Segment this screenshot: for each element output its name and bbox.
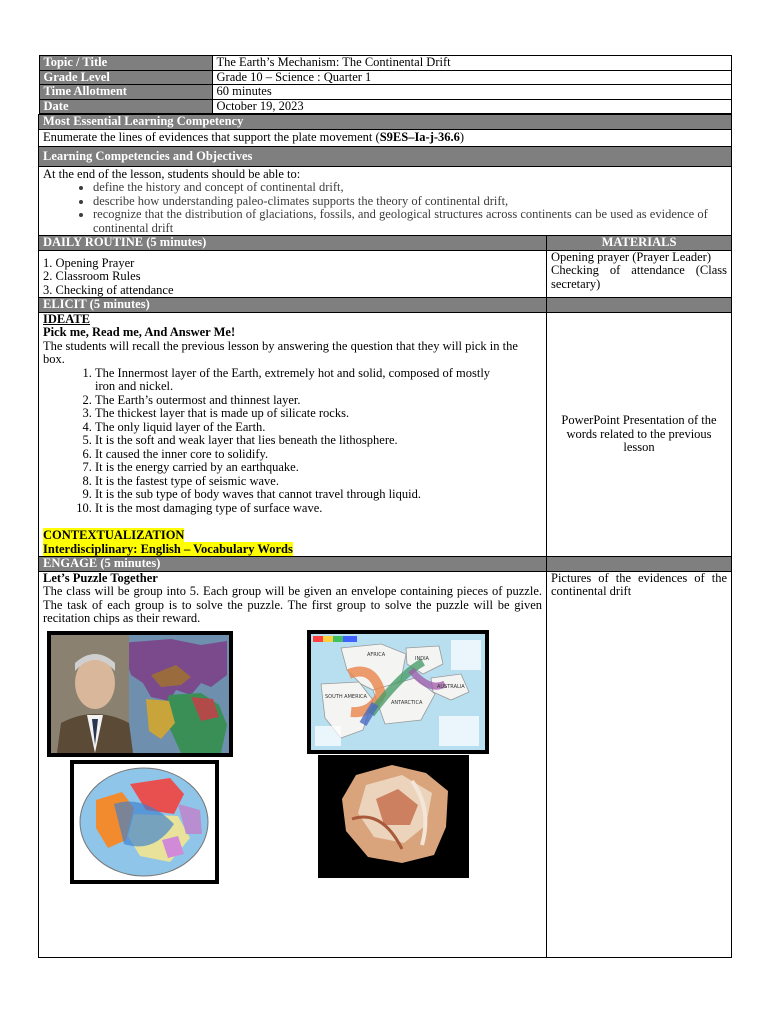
rock-svg [322, 759, 465, 874]
routine-item: 1. Opening Prayer [43, 255, 135, 270]
melc-text [39, 129, 732, 147]
lesson-plan-table [38, 55, 732, 958]
elicit-questions [43, 367, 542, 516]
objectives-body [39, 166, 732, 236]
objective-item: • recognize that the distribution of glaciations, fossils, and geological structures across continents can be used as evidence of continental drift [93, 208, 727, 235]
topic-value: The Earth’s Mechanism: The Continental Drift [212, 56, 731, 71]
lesson-plan [38, 55, 731, 958]
evidence-pictures [43, 626, 542, 944]
contextualization-label: CONTEXTUALIZATION [43, 528, 185, 542]
engage-activity: Let’s Puzzle Together [43, 570, 158, 585]
question-item: 6. It caused the inner core to solidify. [95, 448, 542, 462]
daily-routine-body [39, 250, 547, 298]
daily-routine-heading: DAILY ROUTINE (5 minutes) [39, 236, 547, 251]
header-info-table [39, 55, 732, 114]
time-label: Time Allotment [39, 85, 212, 100]
material-item: Opening prayer (Prayer Leader) [551, 249, 711, 264]
ideate-label: IDEATE [43, 311, 91, 326]
globe-svg [74, 764, 215, 880]
engage-material [547, 571, 732, 957]
elicit-heading-blank [547, 298, 732, 313]
fossil-distribution-map-picture [307, 630, 489, 754]
elicit-activity: Pick me, Read me, And Answer Me! [43, 325, 236, 339]
elicit-intro: The students will recall the previous lesson by answering the question that they will pick in the box. [43, 338, 518, 366]
material-item: Checking of attendance (Class secretary) [551, 263, 727, 291]
question-item: 3. The thickest layer that is made up of silicate rocks. [95, 407, 542, 421]
melc-description: Enumerate the lines of evidences that support the plate movement ( [43, 129, 380, 144]
elicit-material-text: PowerPoint Presentation of the words related to the previous lesson [561, 413, 717, 454]
portrait-map-svg [51, 635, 229, 753]
elicit-body [39, 312, 547, 557]
routine-item: 2. Classroom Rules [43, 269, 141, 283]
interdisciplinary-label: Interdisciplinary: English – Vocabulary Words [43, 541, 293, 556]
melc-heading: Most Essential Learning Competency [39, 115, 732, 130]
topic-label: Topic / Title [39, 56, 212, 71]
objective-item: • define the history and concept of continental drift, [93, 181, 727, 195]
question-item: 8. It is the fastest type of seismic wave. [95, 475, 542, 489]
map-label-africa: AFRICA [367, 651, 386, 658]
engage-body [39, 571, 547, 957]
question-item: 1. The Innermost layer of the Earth, extremely hot and solid, composed of mostly iron and nickel. [95, 367, 542, 394]
engage-material-text: Pictures of the evidences of the continental drift [551, 570, 727, 598]
date-value: October 19, 2023 [212, 99, 731, 114]
map-label-antarctica: ANTARCTICA [391, 699, 423, 706]
time-value: 60 minutes [212, 85, 731, 100]
objectives-list [43, 181, 727, 235]
elicit-heading: ELICIT (5 minutes) [39, 298, 547, 313]
question-item: 4. The only liquid layer of the Earth. [95, 421, 542, 435]
date-label: Date [39, 99, 212, 114]
engage-text: The class will be group into 5. Each group will be given an envelope containing pieces of puzzle. The task of each group is to solve the puzzle. The first group to solve the puzzle will be given recitation chips as their reward. [43, 584, 542, 625]
grade-label: Grade Level [39, 70, 212, 85]
materials-heading: MATERIALS [547, 236, 732, 251]
objectives-heading: Learning Competencies and Objectives [39, 147, 732, 167]
melc-code: S9ES–Ia-j-36.6 [379, 129, 460, 144]
map-label-south-america: SOUTH AMERICA [325, 693, 367, 700]
question-item: 5. It is the soft and weak layer that lies beneath the lithosphere. [95, 434, 542, 448]
objectives-intro: At the end of the lesson, students should be able to: [43, 166, 301, 181]
elicit-material [547, 312, 732, 557]
map-label-india: INDIA [415, 655, 429, 662]
question-item: 9. It is the sub type of body waves that cannot travel through liquid. [95, 488, 542, 502]
objective-item: • describe how understanding paleo-climates supports the theory of continental drift, [93, 195, 727, 209]
routine-item: 3. Checking of attendance [43, 282, 174, 297]
question-item: 2. The Earth’s outermost and thinnest layer. [95, 394, 542, 408]
engage-heading: ENGAGE (5 minutes) [39, 557, 547, 572]
daily-routine-materials [547, 250, 732, 298]
grade-value: Grade 10 – Science : Quarter 1 [212, 70, 731, 85]
glaciation-globe-picture [70, 760, 219, 884]
question-item: 7. It is the energy carried by an earthquake. [95, 461, 542, 475]
rock-fossil-picture [318, 755, 469, 878]
wegener-portrait-picture [47, 631, 233, 757]
engage-heading-blank [547, 557, 732, 572]
fossil-map-svg [311, 634, 485, 750]
map-label-australia: AUSTRALIA [437, 683, 465, 690]
melc-close: ) [459, 129, 465, 144]
question-item: 10. It is the most damaging type of surface wave. [95, 502, 542, 516]
